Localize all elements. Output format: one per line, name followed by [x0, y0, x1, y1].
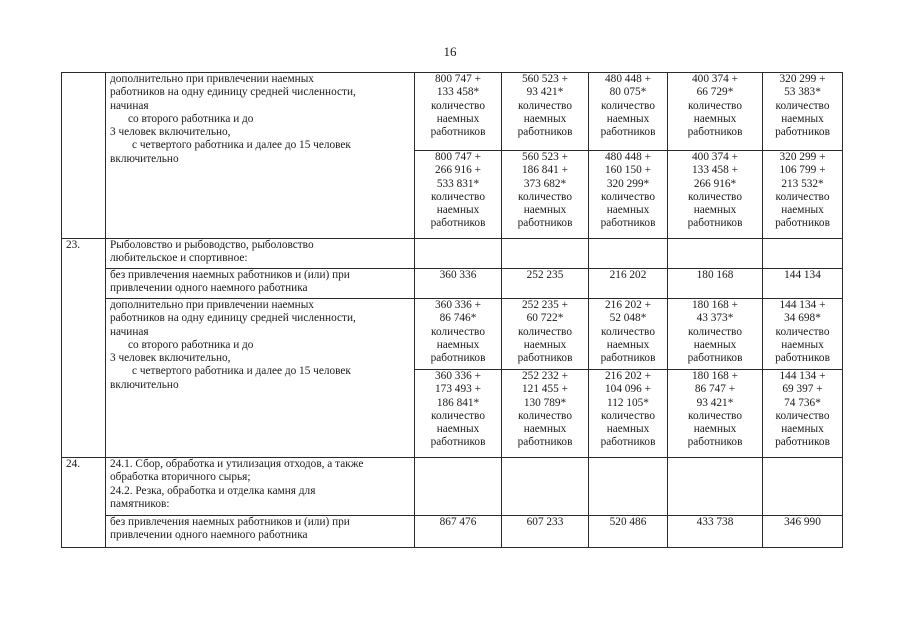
rate-cell: 480 448 + 160 150 + 320 299* количество наемных работников	[589, 151, 668, 239]
rate-cell: 400 374 + 66 729* количество наемных работников	[668, 73, 763, 151]
rate-cell: 216 202 + 104 096 + 112 105* количество наемных работников	[589, 370, 668, 458]
rate-cell: 320 299 + 106 799 + 213 532* количество наемных работников	[763, 151, 843, 239]
rate-cell: 346 990	[763, 516, 843, 548]
rate-cell: 400 374 + 133 458 + 266 916* количество наемных работников	[668, 151, 763, 239]
rate-cell: 252 232 + 121 455 + 130 789* количество наемных работников	[502, 370, 589, 458]
rate-cell: 252 235	[502, 269, 589, 299]
rate-cell: 216 202	[589, 269, 668, 299]
rate-cell: 520 486	[589, 516, 668, 548]
section-title-23: Рыболовство и рыбоводство, рыболовство любительское и спортивное:	[106, 239, 415, 269]
rate-cell: 800 747 + 266 916 + 533 831* количество наемных работников	[415, 151, 502, 239]
no-hire-label-24: без привлечения наемных работников и (или) при привлечении одного наемного работника	[106, 516, 415, 548]
table-row	[62, 239, 843, 269]
rate-cell: 144 134 + 69 397 + 74 736* количество наемных работников	[763, 370, 843, 458]
rate-cell: 800 747 + 133 458* количество наемных работников	[415, 73, 502, 151]
rate-cell: 180 168 + 86 747 + 93 421* количество наемных работников	[668, 370, 763, 458]
rate-cell: 360 336 + 173 493 + 186 841* количество наемных работников	[415, 370, 502, 458]
rate-cell: 360 336	[415, 269, 502, 299]
rate-cell: 560 523 + 186 841 + 373 682* количество наемных работников	[502, 151, 589, 239]
additional-workers-description-23: дополнительно при привлечении наемных работников на одну единицу средней численности, начиная со второго работника и до 3 человек включительно, с четвертого работника и далее до 15 человек включительно	[106, 299, 415, 458]
rate-cell: 867 476	[415, 516, 502, 548]
rate-cell: 433 738	[668, 516, 763, 548]
rate-cell: 144 134	[763, 269, 843, 299]
no-hire-label-23: без привлечения наемных работников и (или) при привлечении одного наемного работника	[106, 269, 415, 299]
rate-cell: 360 336 + 86 746* количество наемных работников	[415, 299, 502, 370]
rate-cell: 180 168	[668, 269, 763, 299]
row-number-23: 23.	[62, 239, 106, 458]
table-row	[62, 516, 843, 548]
rate-cell: 320 299 + 53 383* количество наемных работников	[763, 73, 843, 151]
additional-workers-description: дополнительно при привлечении наемных работников на одну единицу средней численности, начиная со второго работника и до 3 человек включительно, с четвертого работника и далее до 15 человек включительно	[106, 73, 415, 239]
table-row	[62, 269, 843, 299]
page-number: 16	[443, 44, 457, 59]
row-number-cell	[62, 73, 106, 239]
section-title-24: 24.1. Сбор, обработка и утилизация отходов, а также обработка вторичного сырья; 24.2. Резка, обработка и отделка камня для памятников:	[106, 458, 415, 516]
table-row	[62, 73, 843, 151]
tariff-table	[61, 72, 843, 548]
rate-cell: 480 448 + 80 075* количество наемных работников	[589, 73, 668, 151]
rate-cell: 216 202 + 52 048* количество наемных работников	[589, 299, 668, 370]
table-row	[62, 299, 843, 370]
rate-cell: 180 168 + 43 373* количество наемных работников	[668, 299, 763, 370]
rate-cell: 252 235 + 60 722* количество наемных работников	[502, 299, 589, 370]
table-row	[62, 458, 843, 516]
rate-cell: 607 233	[502, 516, 589, 548]
rate-cell: 144 134 + 34 698* количество наемных работников	[763, 299, 843, 370]
row-number-24: 24.	[62, 458, 106, 548]
rate-cell: 560 523 + 93 421* количество наемных работников	[502, 73, 589, 151]
